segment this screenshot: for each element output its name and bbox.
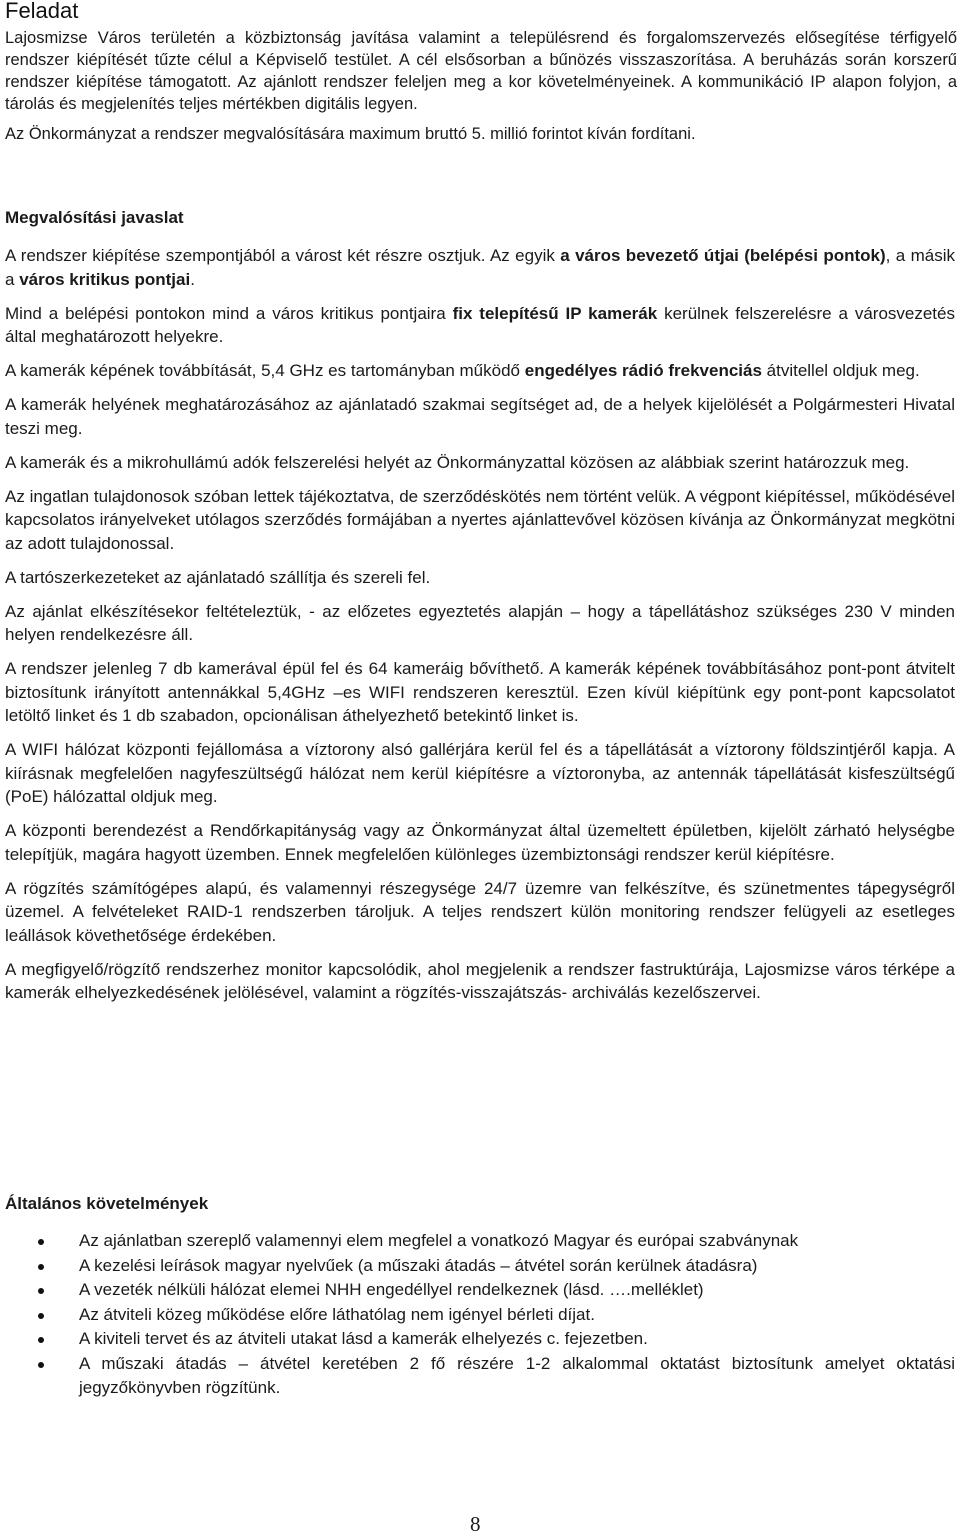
body-paragraph: A megfigyelő/rögzítő rendszerhez monitor kapcsolódik, ahol megjelenik a rendszer fastruktúrája, Lajosmizse város térképe a kamerák elhelyezkedésének jelölésével, valamint a rögzítés-visszajátszás- archiválás kezelőszervei. [5, 959, 955, 1002]
list-item: A kiviteli tervet és az átviteli utakat lásd a kamerák elhelyezés c. fejezetben. [0, 1327, 955, 1352]
text-run: . [190, 269, 195, 289]
text-run: kerülnek felszerelésre a városvezetés által meghatározott helyekre. [5, 303, 955, 346]
list-item: A műszaki átadás – átvétel keretében 2 fő részére 1-2 alkalommal oktatást biztosítunk amelyet oktatási jegyzőkönyvben rögzítünk. [0, 1352, 955, 1401]
body-paragraph: Az ajánlat elkészítésekor feltételeztük, - az előzetes egyeztetés alapján – hogy a tápellátáshoz szükséges 230 V minden helyen rendelkezésre áll. [5, 601, 955, 644]
body-paragraph: Az ingatlan tulajdonosok szóban lettek tájékoztatva, de szerződéskötés nem történt velük. A végpont kiépítéssel, működésével kapcsolatos irányelveket utólagos szerződés formájában a nyertes ajánlattevővel közösen kívánja az Önkormányzat megkötni az adott tulajdonossal. [5, 486, 955, 553]
page-number: 8 [470, 1512, 481, 1536]
body-paragraph: A kamerák és a mikrohullámú adók felszerelési helyét az Önkormányzattal közösen az alábbiak szerint határozzuk meg. [5, 452, 910, 472]
bold-text: város kritikus pontjai [19, 269, 191, 289]
implementation-body [5, 244, 955, 1015]
body-paragraph: A kamerák helyének meghatározásához az ajánlatadó szakmai segítséget ad, de a helyek kijelölését a Polgármesteri Hivatal teszi meg. [5, 395, 955, 438]
bold-text: fix telepítésű IP kamerák [452, 303, 658, 323]
budget-paragraph: Az Önkormányzat a rendszer megvalósítására maximum bruttó 5. millió forintot kíván fordítani. [5, 125, 696, 143]
body-paragraph: A rendszer jelenleg 7 db kamerával épül fel és 64 kameráig bővíthető. A kamerák képének továbbításához pont-pont átvitelt biztosítunk irányított antennákkal 5,4GHz –es WIFI rendszeren keresztül. Ezen kívül kiépítünk egy pont-pont kapcsolatot letöltő linket és 1 db szabadon, opcionálisan áthelyezhető betekintő linket is. [5, 659, 955, 725]
section-heading-requirements: Általános követelmények [5, 1194, 209, 1213]
body-paragraph: A központi berendezést a Rendőrkapitányság vagy az Önkormányzat által üzemeltett épületben, kijelölt zárható helységbe telepítjük, magára hagyott üzemben. Ennek megfelelően különleges üzembiztonsági rendszer kerül kiépítésre. [5, 821, 955, 864]
list-item: A kezelési leírások magyar nyelvűek (a műszaki átadás – átvétel során kerülnek átadásra) [0, 1254, 955, 1279]
text-run: átvitellel oldjuk meg. [761, 361, 920, 380]
page-title: Feladat [5, 0, 79, 23]
text-run: A rendszer kiépítése szempontjából a várost két részre osztjuk. Az egyik [5, 246, 561, 265]
text-run: A kamerák képének továbbítását, 5,4 GHz es tartományban működő [5, 361, 525, 380]
text-run: , a másik a [5, 246, 955, 289]
body-paragraph: A WIFI hálózat központi fejállomása a víztorony alsó gallérjára kerül fel és a tápellátását a víztorony földszintjéről kapja. A kiírásnak megfelelően nagyfeszültségű hálózat nem kerül kiépítésre a víztoronyba, az antennák tápellátását kisfeszültségű (PoE) hálózattal oldjuk meg. [5, 740, 955, 806]
body-paragraph [5, 244, 955, 291]
list-item: A vezeték nélküli hálózat elemei NHH engedéllyel rendelkeznek (lásd. ….melléklet) [0, 1278, 955, 1303]
text-run: Mind a belépési pontokon mind a város kritikus pontjaira [5, 303, 453, 323]
body-paragraph: A tartószerkezeteket az ajánlatadó szállítja és szereli fel. [5, 567, 431, 587]
body-paragraph [5, 302, 955, 349]
intro-section [5, 27, 957, 153]
bold-text: engedélyes rádió frekvenciás [524, 361, 762, 380]
requirements-list [0, 1229, 955, 1401]
body-paragraph: A rögzítés számítógépes alapú, és valamennyi részegysége 24/7 üzemre van felkészítve, és szünetmentes tápegységről üzemel. A felvételeket RAID-1 rendszerben tároljuk. A teljes rendszert külön monitoring rendszer felügyeli az esetleges leállások követhetősége érdekében. [5, 878, 955, 945]
body-paragraph [5, 359, 955, 383]
list-item: Az ajánlatban szereplő valamennyi elem megfelel a vonatkozó Magyar és európai szabványnak [0, 1229, 955, 1254]
section-heading-implementation: Megvalósítási javaslat [5, 208, 184, 227]
intro-paragraph: Lajosmizse Város területén a közbiztonság javítása valamint a településrend és forgalomszervezés elősegítése térfigyelő rendszer kiépítését tűzte célul a Képviselő testület. A cél elsősorban a bűnözés visszaszorítása. A beruházás során korszerű rendszer kiépítése támogatott. Az ajánlott rendszer feleljen meg a kor követelményeinek. A kommunikáció IP alapon folyjon, a tárolás és megjelenítés teljes mértékben digitális legyen. [5, 29, 957, 113]
list-item: Az átviteli közeg működése előre láthatólag nem igényel bérleti díjat. [0, 1303, 955, 1328]
bold-text: a város bevezető útjai (belépési pontok) [560, 246, 886, 265]
